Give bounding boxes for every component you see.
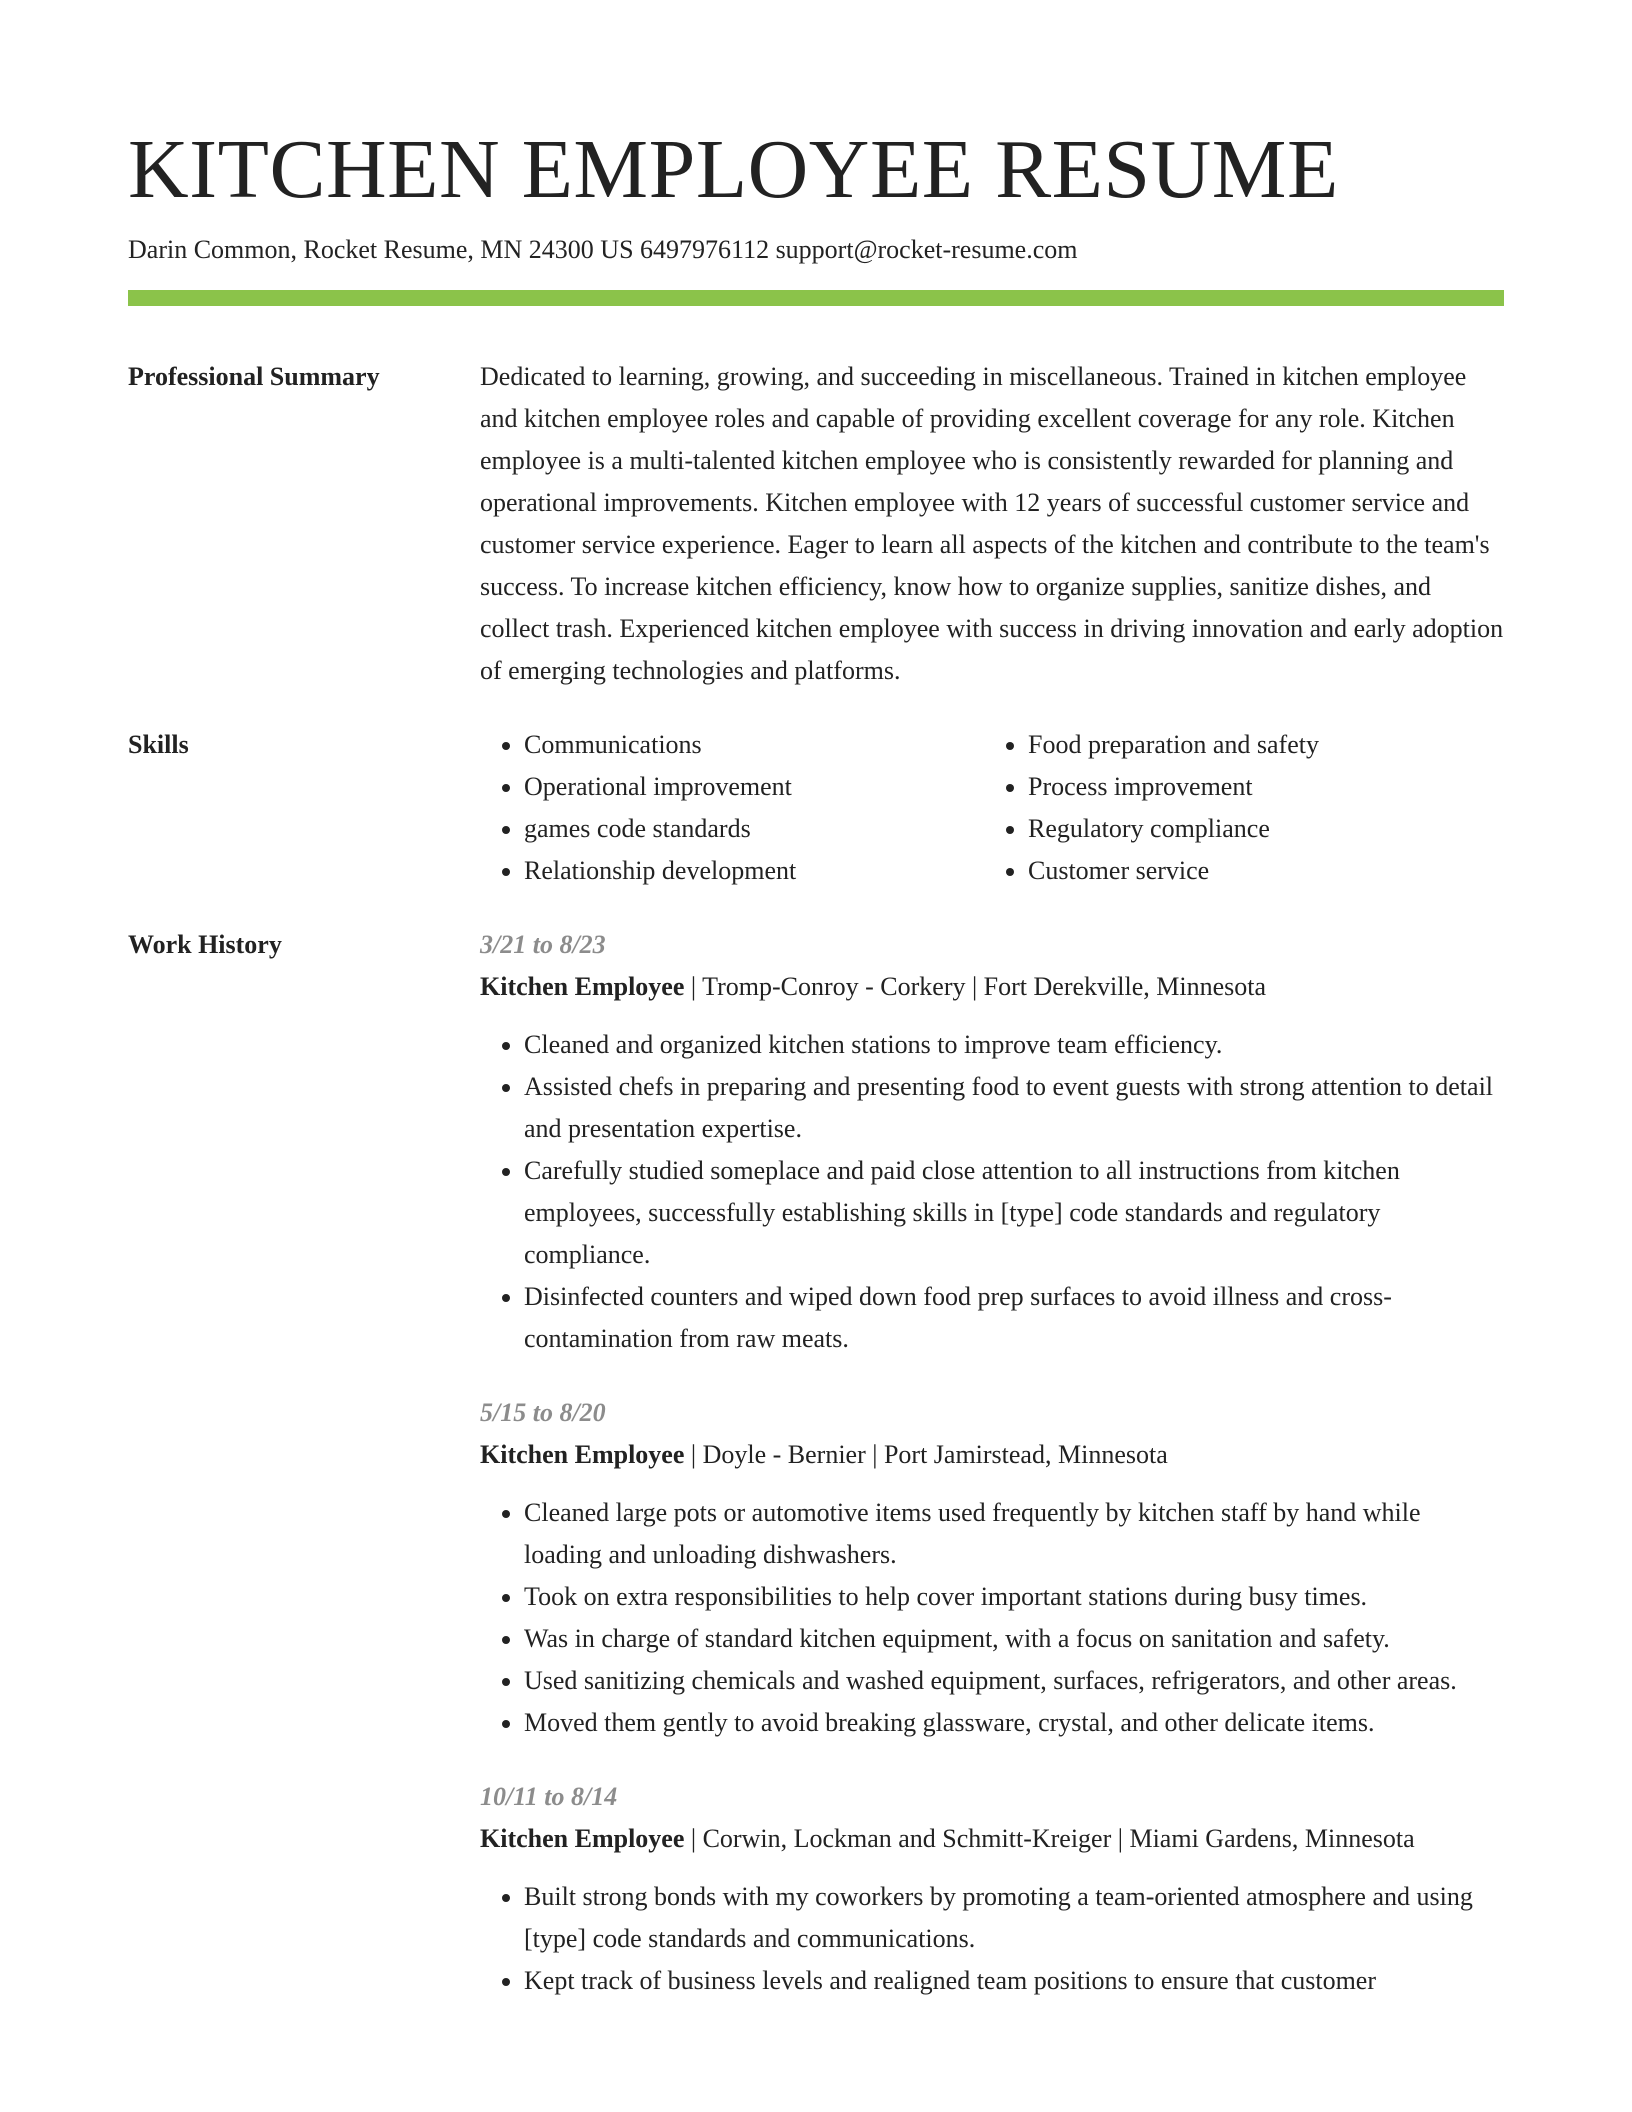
job-bullet: • Moved them gently to avoid breaking glassware, crystal, and other delicate items. [524,1702,1504,1744]
job-bullet: • Cleaned large pots or automotive items used frequently by kitchen staff by hand while loading and unloading dishwashers. [524,1492,1504,1576]
skill-item: • Customer service [1028,850,1504,892]
job-bullet: • Cleaned and organized kitchen stations to improve team efficiency. [524,1024,1504,1066]
job-bullet: • Assisted chefs in preparing and presenting food to event guests with strong attention to detail and presentation expertise. [524,1066,1504,1150]
job-dates: 5/15 to 8/20 [480,1398,606,1427]
job-employer-location: | Doyle - Bernier | Port Jamirstead, Minnesota [684,1440,1168,1469]
job-bullet: • Disinfected counters and wiped down food prep surfaces to avoid illness and cross-contamination from raw meats. [524,1276,1504,1360]
skills-section [128,724,1504,892]
job-title: Kitchen Employee [480,972,685,1001]
job-title: Kitchen Employee [480,1824,685,1853]
job-entry [480,924,1504,1360]
skill-item: • games code standards [524,808,984,850]
job-dates: 10/11 to 8/14 [480,1782,618,1811]
job-bullets [480,1492,1504,1744]
job-heading [480,1818,1504,1860]
summary-text: Dedicated to learning, growing, and succeeding in miscellaneous. Trained in kitchen employee and kitchen employee roles and capable of providing excellent coverage for any role. Kitchen employee is a multi-talented kitchen employee who is consistently rewarded for planning and operational improvements. Kitchen employee with 12 years of successful customer service and customer service experience. Eager to learn all aspects of the kitchen and contribute to the team's success. To increase kitchen efficiency, know how to organize supplies, sanitize dishes, and collect trash. Experienced kitchen employee with success in driving innovation and early adoption of emerging technologies and platforms. [480,362,1504,685]
job-dates: 3/21 to 8/23 [480,930,606,959]
job-bullets [480,1024,1504,1360]
work-history-heading: Work History [128,930,282,959]
job-employer-location: | Tromp-Conroy - Corkery | Fort Derekville, Minnesota [684,972,1267,1001]
resume-page [128,0,1504,2002]
job-bullet: • Kept track of business levels and realigned team positions to ensure that customer [524,1960,1504,2002]
header-accent-rule [128,290,1504,306]
contact-line: Darin Common, Rocket Resume, MN 24300 US 6497976112 support@rocket-resume.com [128,235,1078,264]
job-bullet: • Took on extra responsibilities to help cover important stations during busy times. [524,1576,1504,1618]
skill-item: • Communications [524,724,984,766]
skills-list [480,724,1504,892]
job-bullet: • Was in charge of standard kitchen equipment, with a focus on sanitation and safety. [524,1618,1504,1660]
job-entry [480,1392,1504,1744]
job-bullet: • Carefully studied someplace and paid close attention to all instructions from kitchen employees, successfully establishing skills in [type] code standards and regulatory compliance. [524,1150,1504,1276]
job-title: Kitchen Employee [480,1440,685,1469]
job-bullet: • Built strong bonds with my coworkers by promoting a team-oriented atmosphere and using [type] code standards and communications. [524,1876,1504,1960]
skill-item: • Process improvement [1028,766,1504,808]
work-history-section [128,924,1504,2002]
resume-title: KITCHEN EMPLOYEE RESUME [128,123,1339,216]
job-heading [480,966,1504,1008]
summary-section [128,356,1504,692]
job-entry [480,1776,1504,2002]
skills-column-left [480,724,984,892]
work-history-list [480,924,1504,2002]
skill-item: • Relationship development [524,850,984,892]
skill-item: • Food preparation and safety [1028,724,1504,766]
skills-column-right [984,724,1504,892]
summary-heading: Professional Summary [128,362,380,391]
skill-item: • Operational improvement [524,766,984,808]
job-employer-location: | Corwin, Lockman and Schmitt-Kreiger | Miami Gardens, Minnesota [684,1824,1415,1853]
job-bullets [480,1876,1504,2002]
skills-heading: Skills [128,730,189,759]
skill-item: • Regulatory compliance [1028,808,1504,850]
job-heading [480,1434,1504,1476]
job-bullet: • Used sanitizing chemicals and washed equipment, surfaces, refrigerators, and other areas. [524,1660,1504,1702]
